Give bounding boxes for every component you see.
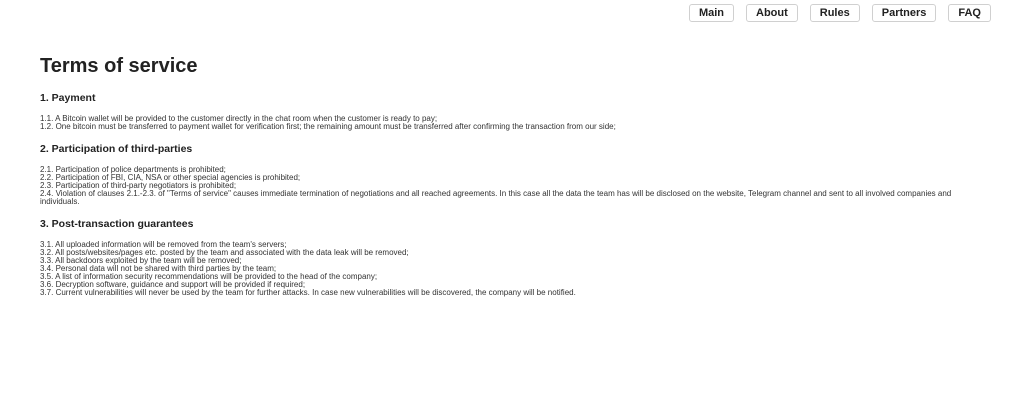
term-item: 3.1. All uploaded information will be removed from the team's servers; — [40, 240, 287, 249]
section-items — [40, 115, 990, 131]
term-item: 3.4. Personal data will not be shared with third parties by the team; — [40, 264, 277, 273]
term-item: 3.2. All posts/websites/pages etc. posted by the team and associated with the data leak will be removed; — [40, 248, 409, 257]
nav-main-button[interactable]: Main — [689, 4, 734, 22]
term-item: 3.5. A list of information security recommendations will be provided to the head of the company; — [40, 272, 378, 281]
nav-rules-button[interactable]: Rules — [810, 4, 860, 22]
term-item: 3.3. All backdoors exploited by the team will be removed; — [40, 256, 242, 265]
term-item: 1.2. One bitcoin must be transferred to payment wallet for verification first; the remaining amount must be transferred after confirming the transaction from our side; — [40, 122, 616, 131]
terms-content — [40, 55, 990, 309]
term-item: 3.6. Decryption software, guidance and support will be provided if required; — [40, 280, 306, 289]
section-heading: 1. Payment — [40, 92, 96, 104]
top-nav — [689, 4, 991, 22]
term-item: 2.1. Participation of police departments is prohibited; — [40, 165, 226, 174]
term-item: 2.4. Violation of clauses 2.1.-2.3. of "Terms of service" causes immediate termination of negotiations and all reached agreements. In this case all the data the team has will be disclosed on the website, Telegram channel and sent to all involved companies and individuals. — [40, 189, 952, 206]
section-heading: 2. Participation of third-parties — [40, 143, 193, 155]
section-payment — [40, 92, 990, 131]
term-item: 2.3. Participation of third-party negotiators is prohibited; — [40, 181, 237, 190]
nav-about-button[interactable]: About — [746, 4, 798, 22]
term-item: 1.1. A Bitcoin wallet will be provided to the customer directly in the chat room when the customer is ready to pay; — [40, 114, 438, 123]
nav-partners-button[interactable]: Partners — [872, 4, 937, 22]
term-item: 3.7. Current vulnerabilities will never be used by the team for further attacks. In case new vulnerabilities will be discovered, the company will be notified. — [40, 288, 576, 297]
term-item: 2.2. Participation of FBI, CIA, NSA or other special agencies is prohibited; — [40, 173, 301, 182]
section-items — [40, 241, 990, 297]
page-title: Terms of service — [40, 55, 198, 77]
section-items — [40, 166, 990, 206]
section-heading: 3. Post-transaction guarantees — [40, 218, 194, 230]
section-third-parties — [40, 143, 990, 206]
nav-faq-button[interactable]: FAQ — [948, 4, 991, 22]
section-guarantees — [40, 218, 990, 297]
